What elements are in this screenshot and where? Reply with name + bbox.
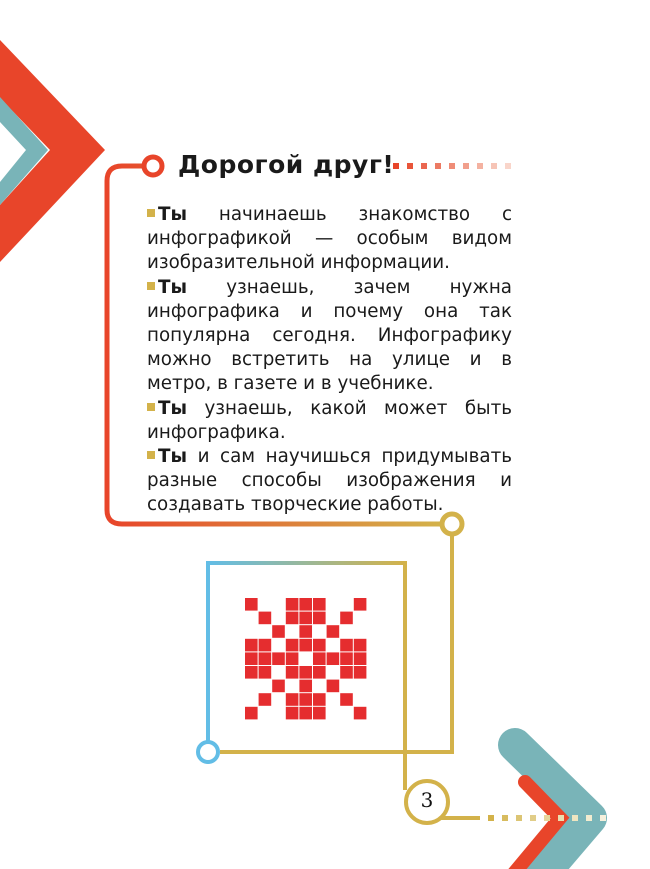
pixel-cell — [245, 598, 258, 611]
pixel-cell — [286, 666, 299, 679]
pixel-cell — [272, 625, 285, 638]
pixel-cell — [313, 598, 326, 611]
title-dots — [393, 163, 511, 169]
pixel-cell — [299, 625, 312, 638]
pixel-cell — [272, 652, 285, 665]
pixel-cell — [340, 639, 353, 652]
pixel-cell — [327, 652, 340, 665]
pixel-cell — [286, 612, 299, 625]
page-title: Дорогой друг! — [178, 150, 395, 179]
paragraph: Ты и сам научишься придумывать разные способы изображения и создавать творческие работы. — [147, 446, 512, 516]
pixel-cell — [340, 693, 353, 706]
pixel-cell — [354, 666, 367, 679]
pixel-cell — [245, 639, 258, 652]
page-number: 3 — [420, 788, 434, 812]
paragraph: Ты начинаешь знакомство с инфографикой — особым видом изобразительной информации. — [147, 204, 512, 274]
pixel-cell — [327, 625, 340, 638]
chevron-bottom-right-icon — [500, 745, 590, 869]
pixel-cell — [245, 652, 258, 665]
pixel-cell — [245, 707, 258, 720]
bottom-dots — [488, 815, 606, 821]
pixel-cell — [286, 693, 299, 706]
pixel-cell — [299, 612, 312, 625]
bullet-icon — [147, 209, 155, 217]
pixel-cell — [286, 707, 299, 720]
pixel-cell — [259, 693, 272, 706]
pixel-cell — [313, 666, 326, 679]
paragraph: Ты узнаешь, какой может быть инфографика. — [147, 397, 512, 443]
pixel-cell — [299, 693, 312, 706]
pixel-cell — [354, 707, 367, 720]
pixel-cell — [286, 639, 299, 652]
pixel-cell — [259, 652, 272, 665]
intro-text — [147, 203, 512, 518]
pixel-cell — [272, 680, 285, 693]
pixel-cell — [313, 612, 326, 625]
pixel-cell — [354, 652, 367, 665]
pixel-cell — [259, 639, 272, 652]
pixel-cell — [354, 639, 367, 652]
pixel-cell — [286, 598, 299, 611]
pixel-cell — [354, 598, 367, 611]
chevron-top-left-icon — [0, 40, 105, 262]
bullet-icon — [147, 451, 155, 459]
pixel-cell — [299, 598, 312, 611]
pixel-cell — [313, 652, 326, 665]
pixel-cell — [299, 639, 312, 652]
pixel-cell — [340, 666, 353, 679]
pixel-cell — [340, 652, 353, 665]
pixel-cell — [286, 652, 299, 665]
pixel-cell — [299, 680, 312, 693]
paragraph: Ты узнаешь, зачем нужна инфографика и почему она так популярна сегодня. Инфографику можно встретить на улице и в метро, в газете и в учебнике. — [147, 276, 512, 395]
bullet-icon — [147, 403, 155, 411]
pixel-ornament — [245, 598, 366, 719]
pixel-cell — [299, 707, 312, 720]
pixel-cell — [313, 639, 326, 652]
pixel-cell — [259, 666, 272, 679]
pixel-cell — [313, 693, 326, 706]
pixel-cell — [245, 666, 258, 679]
pixel-cell — [313, 707, 326, 720]
pixel-cell — [259, 612, 272, 625]
pixel-cell — [299, 666, 312, 679]
pixel-cell — [327, 680, 340, 693]
pixel-cell — [340, 612, 353, 625]
bullet-icon — [147, 282, 155, 290]
